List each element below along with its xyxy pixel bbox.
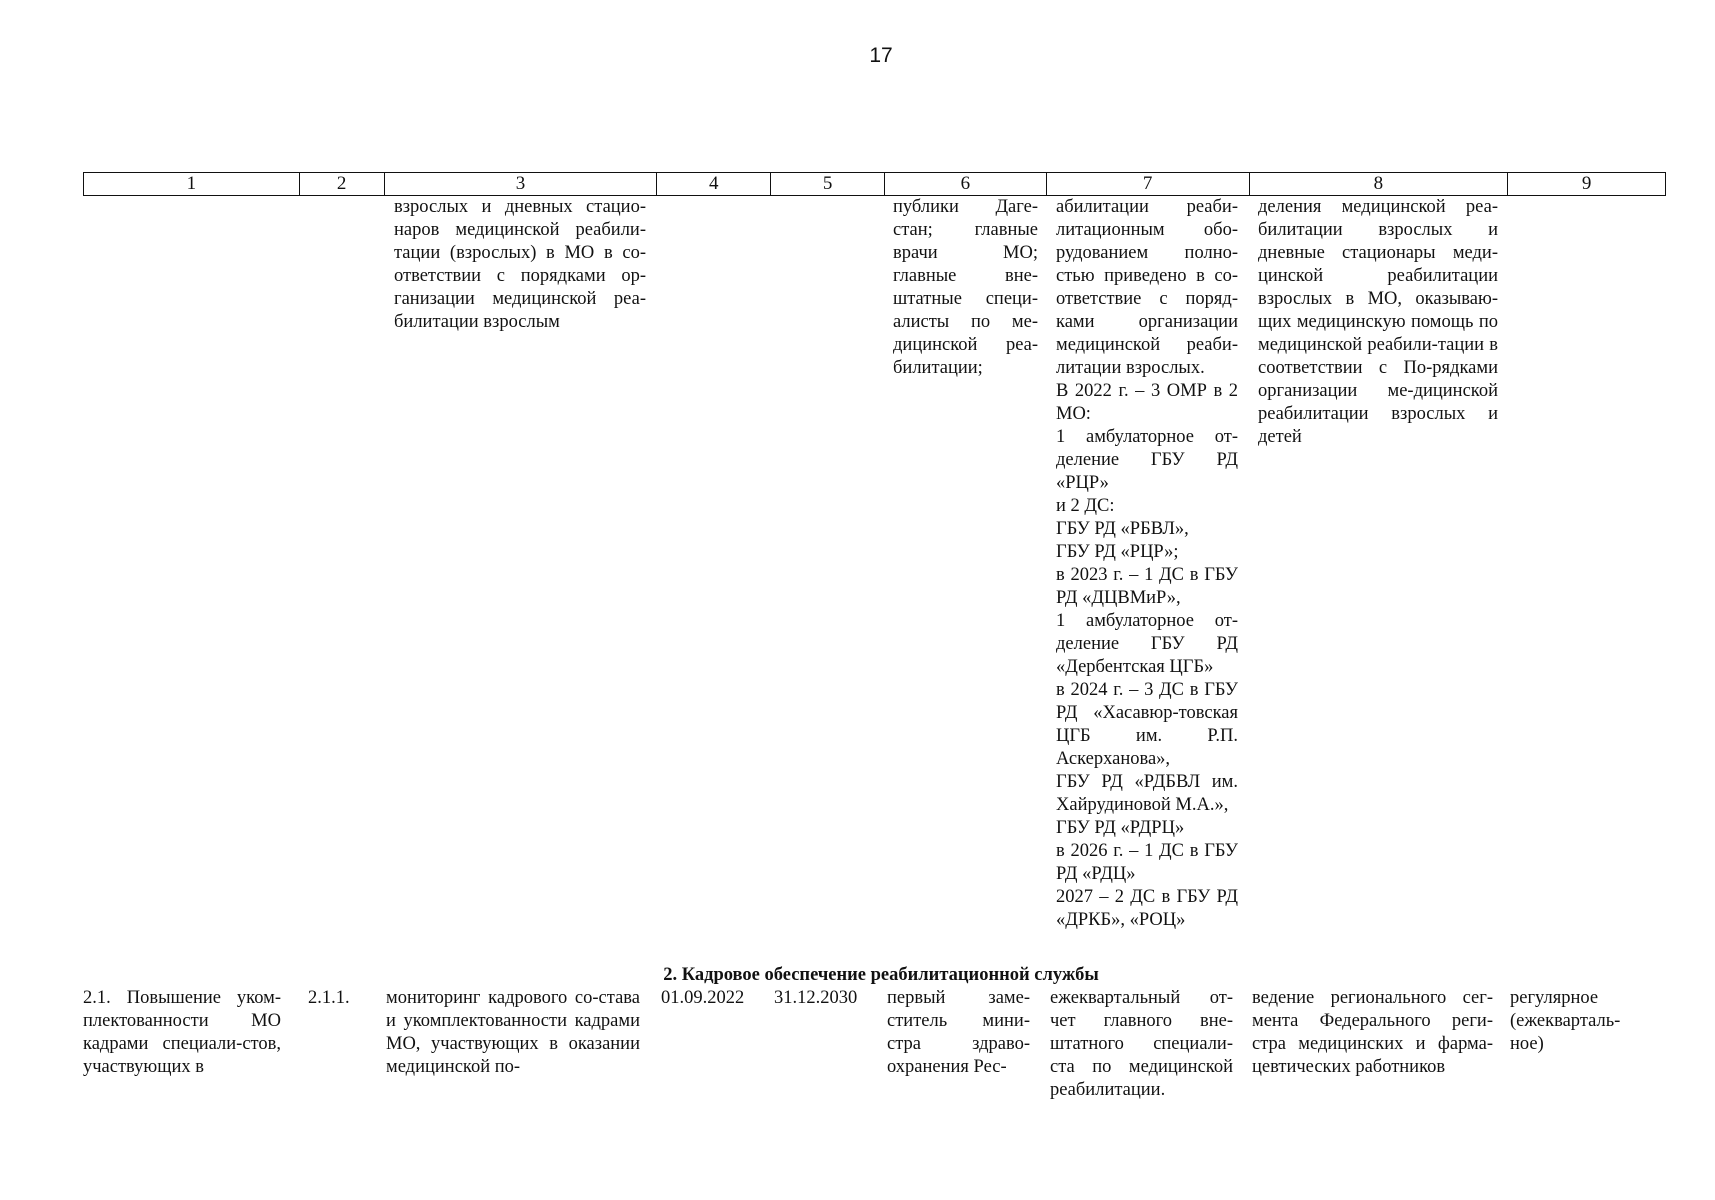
row-2-1-col5-text: 31.12.2030	[774, 988, 858, 1008]
header-col-4: 4	[657, 173, 771, 195]
continuation-col7-para: В 2022 г. – 3 ОМР в 2 МО:	[1056, 381, 1238, 424]
header-col-7: 7	[1047, 173, 1250, 195]
row-2-1-col8-text: ведение регионального сег-мента Федерального реги-стра медицинских и фарма-цевтических работников	[1252, 988, 1493, 1077]
continuation-col7-block	[1056, 196, 1238, 932]
header-col-1: 1	[84, 173, 300, 195]
header-col-6: 6	[885, 173, 1047, 195]
row-2-1-col7-text: ежеквартальный от-чет главного вне-штатного специали-ста по медицинской реабилитации.	[1050, 988, 1233, 1100]
continuation-col7-para: ГБУ РД «РЦР»;	[1056, 542, 1179, 562]
continuation-col7-para: ГБУ РД «РДРЦ»	[1056, 818, 1185, 838]
continuation-col7-para: в 2023 г. – 1 ДС в ГБУ РД «ДЦВМиР»,	[1056, 565, 1238, 608]
continuation-col7-para: ГБУ РД «РБВЛ»,	[1056, 519, 1189, 539]
header-col-5: 5	[771, 173, 885, 195]
table-header-row	[83, 172, 1666, 196]
row-2-1-col1-text: 2.1. Повышение уком-плектованности МО кадрами специали-стов, участвующих в	[83, 988, 281, 1077]
row-2-1-col2-text: 2.1.1.	[308, 988, 350, 1008]
continuation-col7-para: в 2024 г. – 3 ДС в ГБУ РД «Хасавюр-товская ЦГБ им. Р.П. Аскерханова»,	[1056, 680, 1238, 769]
row-2-1-col4-text: 01.09.2022	[661, 988, 745, 1008]
continuation-col7-para: 1 амбулаторное от-деление ГБУ РД «Дербентская ЦГБ»	[1056, 611, 1238, 677]
header-col-9: 9	[1581, 173, 1592, 194]
continuation-col7-para: 2027 – 2 ДС в ГБУ РД «ДРКБ», «РОЦ»	[1056, 887, 1238, 930]
row-2-1-col6-text: первый заме-ститель мини-стра здраво-охранения Рес-	[887, 988, 1030, 1077]
continuation-col7-para: абилитации реаби-литационным обо-рудованием полно-стью приведено в со-ответствие с поряд-ками организации медицинской реаби-литации взрослых.	[1056, 197, 1238, 378]
continuation-col7-para: в 2026 г. – 1 ДС в ГБУ РД «РДЦ»	[1056, 841, 1238, 884]
header-col-2: 2	[300, 173, 385, 195]
header-col-3: 3	[385, 173, 658, 195]
row-2-1-col3-text: мониторинг кадрового со-става и укомплектованности кадрами МО, участвующих в оказании медицинской по-	[386, 988, 640, 1077]
continuation-col3-text: взрослых и дневных стацио-наров медицинской реабили-тации (взрослых) в МО в со-ответствии с порядками ор-ганизации медицинской реа-билитации взрослым	[394, 197, 646, 332]
continuation-col7-para: 1 амбулаторное от-деление ГБУ РД «РЦР»	[1056, 427, 1238, 493]
continuation-col7-para: ГБУ РД «РДБВЛ им. Хайрудиновой М.А.»,	[1056, 772, 1238, 815]
page-number: 17	[869, 44, 893, 67]
continuation-col7-para: и 2 ДС:	[1056, 496, 1115, 516]
header-col-8: 8	[1250, 173, 1509, 195]
section-title: 2. Кадровое обеспечение реабилитационной службы	[663, 965, 1099, 985]
continuation-col6-text: публики Даге-стан; главные врачи МО; главные вне-штатные специ-алисты по ме-дицинской реа-билитации;	[893, 197, 1038, 378]
row-2-1-col9-text: регулярное (ежекварталь-ное)	[1510, 988, 1621, 1054]
continuation-col8-text: деления медицинской реа-билитации взрослых и дневные стационары меди-цинской реабилитации взрослых в МО, оказываю-щих медицинскую помощь по медицинской реабили-тации в соответствии с По-рядками организации ме-дицинской реабилитации взрослых и детей	[1258, 197, 1498, 447]
